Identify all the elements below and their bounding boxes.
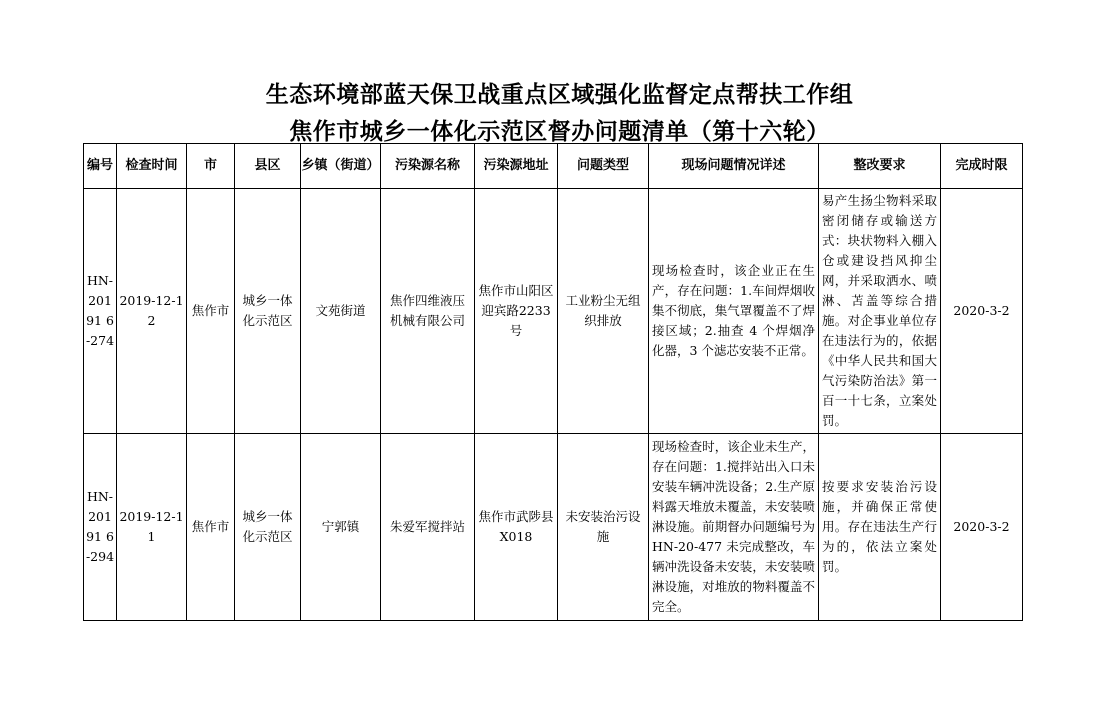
cell-problem-type: 工业粉尘无组织排放 [558, 189, 649, 434]
cell-town: 文苑街道 [301, 189, 381, 434]
cell-requirement: 按要求安装治污设施，并确保正常使用。存在违法生产行为的，依法立案处罚。 [819, 434, 941, 621]
cell-problem-type: 未安装治污设施 [558, 434, 649, 621]
cell-deadline: 2020-3-2 [941, 434, 1023, 621]
issue-table [83, 143, 1023, 621]
cell-district: 城乡一体化示范区 [235, 189, 301, 434]
cell-source-name: 朱爱军搅拌站 [381, 434, 475, 621]
header-problem-type: 问题类型 [558, 144, 649, 189]
header-date: 检查时间 [117, 144, 187, 189]
header-district: 县区 [235, 144, 301, 189]
header-city: 市 [187, 144, 235, 189]
header-address: 污染源地址 [475, 144, 558, 189]
cell-city: 焦作市 [187, 434, 235, 621]
cell-id: HN-20191 6-294 [84, 434, 117, 621]
cell-district: 城乡一体化示范区 [235, 434, 301, 621]
table-row [84, 434, 1023, 621]
cell-detail: 现场检查时，该企业未生产，存在问题：1.搅拌站出入口未安装车辆冲洗设备；2.生产原料露天堆放未覆盖，未安装喷淋设施。前期督办问题编号为 HN-20-477 未完成整改，车辆冲洗设备未安装，未安装喷淋设施，对堆放的物料覆盖不完全。 [649, 434, 819, 621]
cell-address: 焦作市山阳区迎宾路2233号 [475, 189, 558, 434]
header-deadline: 完成时限 [941, 144, 1023, 189]
header-town: 乡镇（街道） [301, 144, 381, 189]
cell-id: HN-20191 6-274 [84, 189, 117, 434]
header-detail: 现场问题情况详述 [649, 144, 819, 189]
table-row [84, 189, 1023, 434]
cell-detail: 现场检查时，该企业正在生产，存在问题：1.车间焊烟收集不彻底，集气罩覆盖不了焊接区域；2.抽查 4 个焊烟净化器，3 个滤芯安装不正常。 [649, 189, 819, 434]
cell-town: 宁郭镇 [301, 434, 381, 621]
document-title-line2: 焦作市城乡一体化示范区督办问题清单（第十六轮） [289, 119, 830, 145]
cell-city: 焦作市 [187, 189, 235, 434]
document-title-line1: 生态环境部蓝天保卫战重点区域强化监督定点帮扶工作组 [265, 82, 854, 108]
header-source-name: 污染源名称 [381, 144, 475, 189]
header-row [84, 144, 1023, 189]
cell-date: 2019-12-12 [117, 189, 187, 434]
header-requirement: 整改要求 [819, 144, 941, 189]
cell-source-name: 焦作四维液压机械有限公司 [381, 189, 475, 434]
cell-address: 焦作市武陟县X018 [475, 434, 558, 621]
header-id: 编号 [84, 144, 117, 189]
cell-date: 2019-12-11 [117, 434, 187, 621]
cell-requirement: 易产生扬尘物料采取密闭储存或输送方式：块状物料入棚入仓或建设挡风抑尘网，并采取洒水、喷淋、苫盖等综合措施。对企事业单位存在违法行为的，依据《中华人民共和国大气污染防治法》第一百一十七条，立案处罚。 [819, 189, 941, 434]
cell-deadline: 2020-3-2 [941, 189, 1023, 434]
